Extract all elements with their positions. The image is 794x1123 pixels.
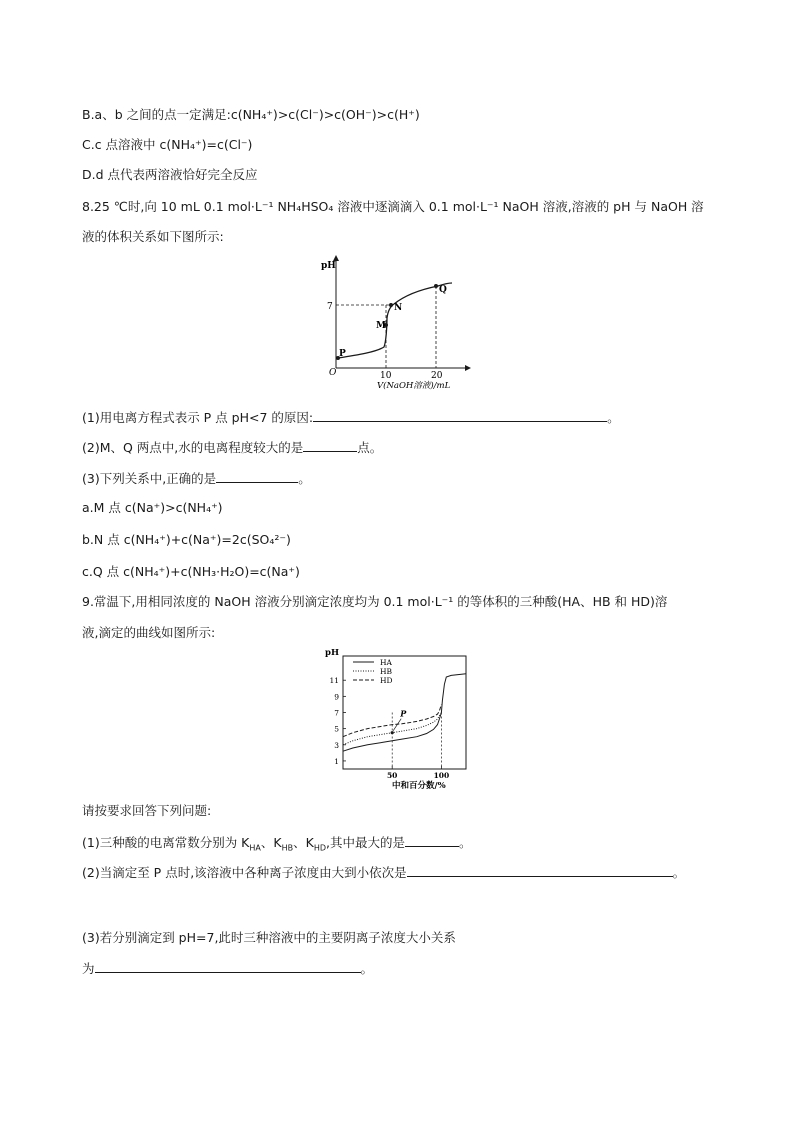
- label-m: M: [376, 321, 386, 331]
- answer-blank-q8-2[interactable]: [303, 439, 357, 452]
- origin-label: O: [329, 368, 337, 378]
- x-tick-20: 20: [431, 371, 443, 381]
- label-p: P: [339, 349, 346, 359]
- q9-stem-line2: 液,滴定的曲线如图所示:: [82, 625, 216, 640]
- answer-blank-q8-1[interactable]: [313, 409, 607, 422]
- x-axis-label: 中和百分数/%: [392, 781, 446, 791]
- y-tick-label: 1: [334, 756, 339, 766]
- answer-blank-q9-1[interactable]: [405, 834, 459, 847]
- q8-option-b: b.N 点 c(NH₄⁺)+c(Na⁺)=2c(SO₄²⁻): [82, 532, 291, 547]
- q9-titration-chart: [318, 646, 470, 792]
- q9-sub1: (1)三种酸的电离常数分别为 $K_{HA}$、$K_{HB}$、$K_{HD}$,其中最大的是 。: [82, 835, 472, 853]
- x-axis-label: V(NaOH溶液)/mL: [377, 381, 451, 391]
- y-tick-label: 7: [334, 708, 339, 718]
- legend-label-hb: HB: [380, 667, 393, 676]
- point-n: [389, 303, 393, 307]
- label-n: N: [394, 303, 403, 313]
- y-tick-label: 9: [334, 692, 339, 702]
- q8-sub1: (1)用电离方程式表示 P 点 pH<7 的原因: 。: [82, 410, 620, 425]
- answer-blank-q8-3[interactable]: [216, 470, 298, 483]
- point-q: [434, 284, 438, 288]
- y-axis-label: pH: [321, 261, 336, 271]
- q9-prompt: 请按要求回答下列问题:: [82, 803, 212, 818]
- point-p: [391, 731, 394, 734]
- x-tick-label: 100: [433, 771, 450, 780]
- q8-sub3: (3)下列关系中,正确的是 。: [82, 471, 311, 486]
- answer-blank-q9-2[interactable]: [407, 864, 673, 877]
- label-q: Q: [439, 285, 447, 295]
- q9-sub3-line2: 为 。: [82, 961, 374, 976]
- label-p: P: [400, 708, 407, 719]
- y-axis-label: pH: [325, 648, 339, 658]
- q7-option-c: C.c 点溶液中 c(NH₄⁺)=c(Cl⁻): [82, 137, 253, 152]
- answer-blank-q9-3[interactable]: [95, 960, 361, 973]
- q8-sub2: (2)M、Q 两点中,水的电离程度较大的是 点。: [82, 440, 383, 455]
- q8-stem-line2: 液的体积关系如下图所示:: [82, 229, 224, 244]
- x-tick-label: 50: [386, 771, 398, 780]
- legend-label-hd: HD: [380, 676, 393, 685]
- q7-option-d: D.d 点代表两溶液恰好完全反应: [82, 167, 258, 182]
- q9-sub2: (2)当滴定至 P 点时,该溶液中各种离子浓度由大到小依次是 。: [82, 865, 686, 880]
- y-tick-label: 3: [334, 740, 339, 750]
- legend-label-ha: HA: [380, 658, 392, 667]
- q9-sub3-line1: (3)若分别滴定到 pH=7,此时三种溶液中的主要阴离子浓度大小关系: [82, 930, 456, 945]
- q8-option-c: c.Q 点 c(NH₄⁺)+c(NH₃·H₂O)=c(Na⁺): [82, 564, 300, 579]
- y-tick-7: 7: [327, 302, 333, 312]
- q8-stem-line1: 8.25 ℃时,向 10 mL 0.1 mol·L⁻¹ NH₄HSO₄ 溶液中逐滴滴入 0.1 mol·L⁻¹ NaOH 溶液,溶液的 pH 与 NaOH 溶: [82, 199, 704, 214]
- q7-option-b: B.a、b 之间的点一定满足:c(NH₄⁺)>c(Cl⁻)>c(OH⁻)>c(H⁺): [82, 107, 420, 122]
- q8-ph-chart: [318, 252, 474, 392]
- q8-option-a: a.M 点 c(Na⁺)>c(NH₄⁺): [82, 500, 223, 515]
- q9-stem-line1: 9.常温下,用相同浓度的 NaOH 溶液分别滴定浓度均为 0.1 mol·L⁻¹ 的等体积的三种酸(HA、HB 和 HD)溶: [82, 594, 668, 609]
- p-leader: [393, 719, 401, 731]
- x-tick-10: 10: [380, 371, 392, 381]
- titration-curve: [338, 283, 452, 358]
- y-tick-label: 5: [334, 724, 339, 734]
- y-tick-label: 11: [329, 676, 339, 686]
